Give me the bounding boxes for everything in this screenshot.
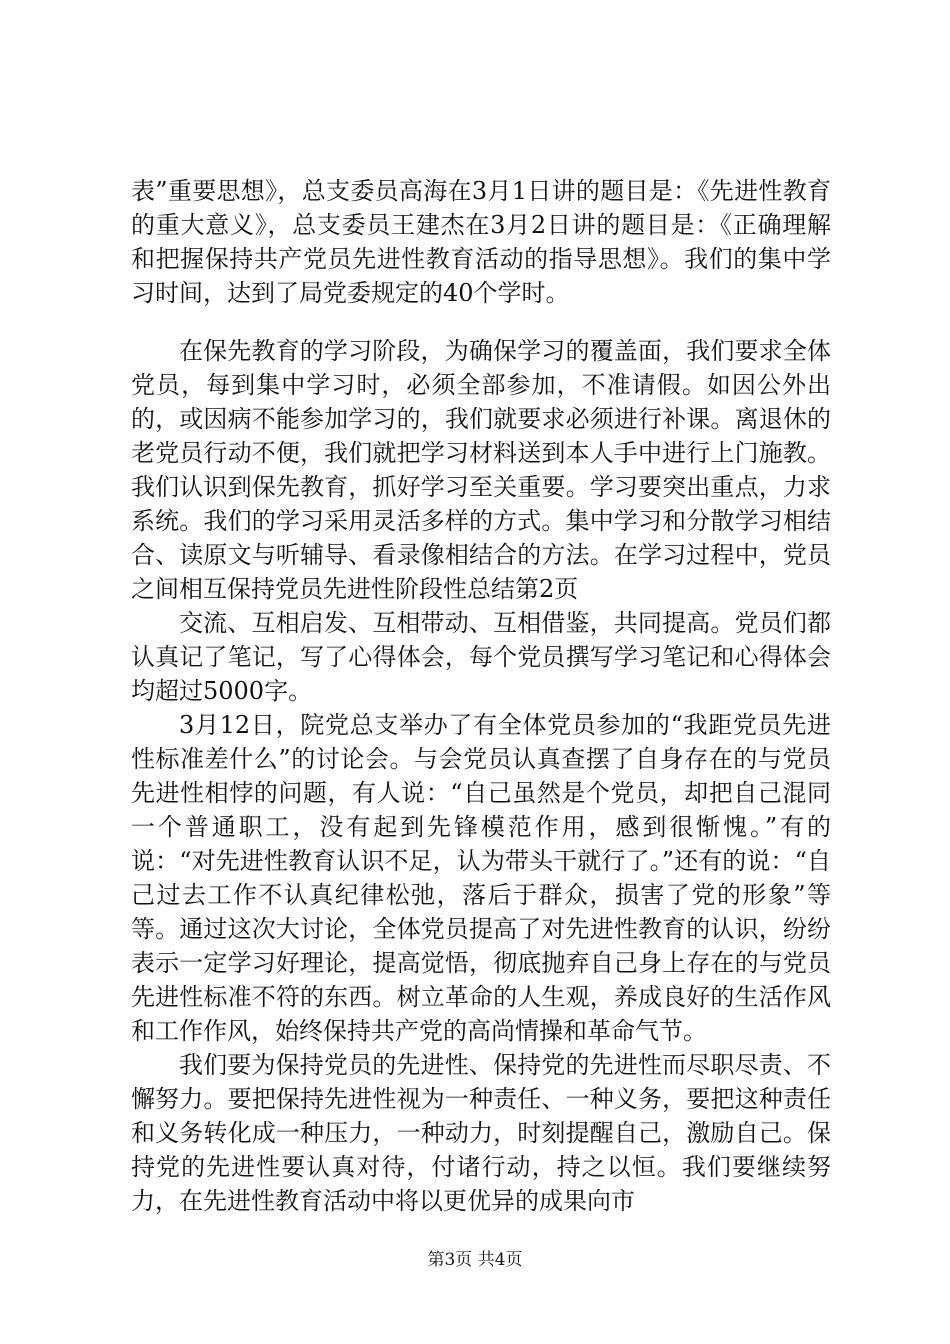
document-body: [131, 174, 831, 1218]
paragraph-5: 我们要为保持党员的先进性、保持党的先进性而尽职尽责、不懈努力。要把保持先进性视为一种责任、一种义务，要把这种责任和义务转化成一种压力，一种动力，时刻提醒自己，激励自己。保持党的先进性要认真对待，付诸行动，持之以恒。我们要继续努力，在先进性教育活动中将以更优异的成果向市: [131, 1051, 831, 1215]
paragraph-2: 在保先教育的学习阶段，为确保学习的覆盖面，我们要求全体党员，每到集中学习时，必须全部参加，不准请假。如因公外出的，或因病不能参加学习的，我们就要求必须进行补课。离退休的老党员行动不便，我们就把学习材料送到本人手中进行上门施教。我们认识到保先教育，抓好学习至关重要。学习要突出重点，力求系统。我们的学习采用灵活多样的方式。集中学习和分散学习相结合、读原文与听辅导、看录像相结合的方法。在学习过程中，党员之间相互保持党员先进性阶段性总结第2页: [131, 337, 831, 603]
paragraph-gap: [131, 310, 831, 334]
paragraph-1: 表”重要思想》，总支委员高海在3月1日讲的题目是：《先进性教育的重大意义》，总支委员王建杰在3月2日讲的题目是：《正确理解和把握保持共产党员先进性教育活动的指导思想》。我们的集中学习时间，达到了局党委规定的40个学时。: [131, 177, 831, 307]
paragraph-3: 交流、互相启发、互相带动、互相借鉴，共同提高。党员们都认真记了笔记，写了心得体会，每个党员撰写学习笔记和心得体会均超过5000字。: [131, 609, 831, 705]
paragraph-4: 3月12日，院党总支举办了有全体党员参加的“我距党员先进性标准差什么”的讨论会。与会党员认真查摆了自身存在的与党员先进性相悖的问题，有人说：“自己虽然是个党员，却把自己混同一个普通职工，没有起到先锋模范作用，感到很惭愧。”有的说：“对先进性教育认识不足，认为带头干就行了。”还有的说：“自己过去工作不认真纪律松弛，落后于群众，损害了党的形象”等等。通过这次大讨论，全体党员提高了对先进性教育的认识，纷纷表示一定学习好理论，提高觉悟，彻底抛弃自己身上存在的与党员先进性标准不符的东西。树立革命的人生观，养成良好的生活作风和工作作风，始终保持共产党的高尚情操和革命气节。: [131, 711, 831, 1045]
page-number-footer: 第3页 共4页: [427, 1250, 523, 1270]
